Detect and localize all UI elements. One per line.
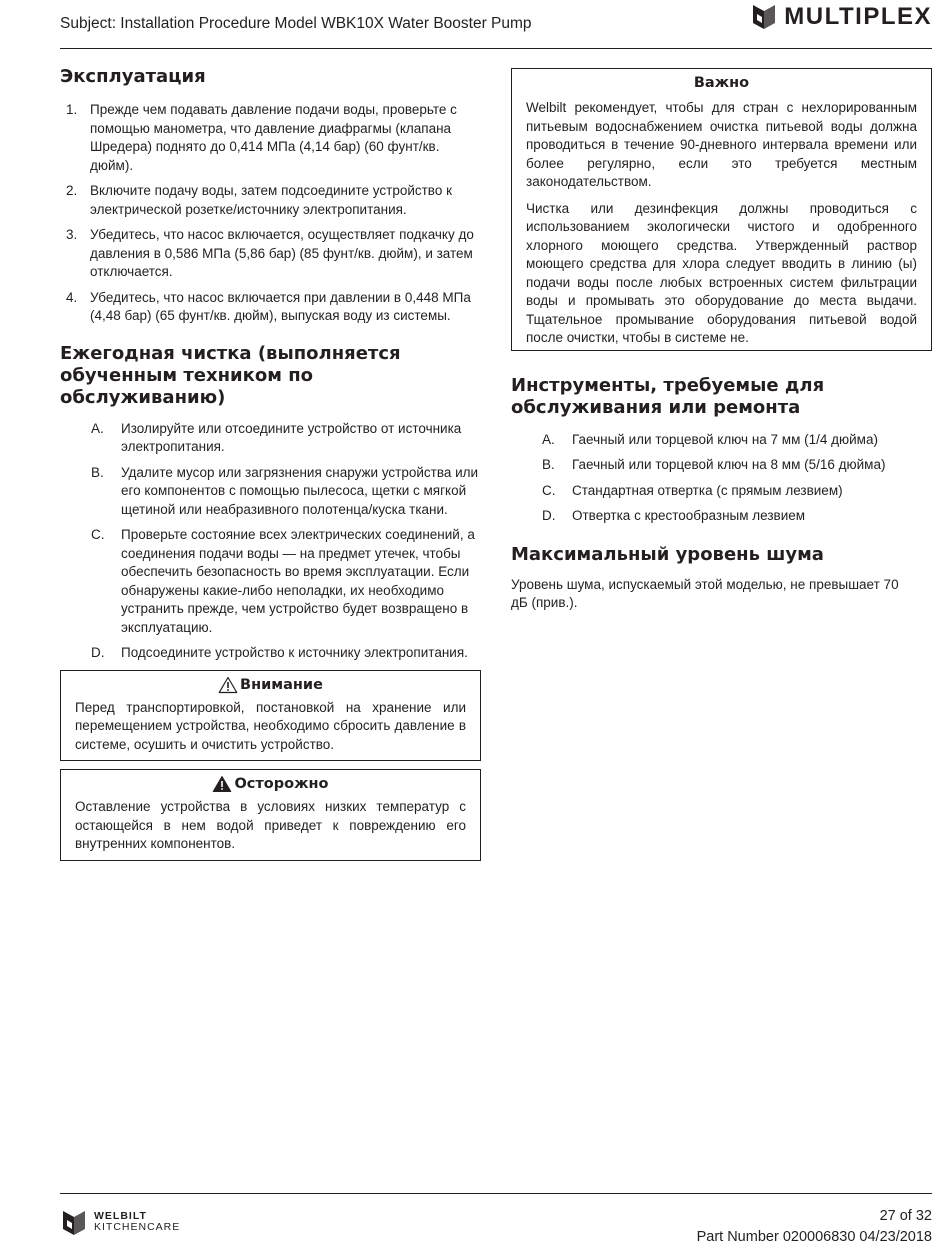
list-item [511,456,932,475]
tools-list [511,431,932,526]
step-text: Прежде чем подавать давление подачи воды, проверьте с помощью манометра, что давление диафрагмы (клапана Шредера) поднято до 0,414 МПа (4,14 бар) (60 фунт/кв. дюйм). [90,102,457,173]
step-letter: D. [91,645,105,660]
caution-text: Перед транспортировкой, постановкой на хранение или перемещением устройства, необходимо сбросить давление в системе, осушить и очистить устройство. [75,699,466,752]
caution-title-text: Внимание [240,676,323,693]
left-column [60,66,481,861]
footer-logo-line1: WELBILT [94,1210,147,1222]
page-number: 27 of 32 [879,1208,932,1224]
item-text: Стандартная отвертка (с прямым лезвием) [572,482,843,498]
operation-heading: Эксплуатация [60,66,206,87]
annual-cleaning-heading: Ежегодная чистка (выполняется обученным техником по обслуживанию) [60,342,401,408]
step-text: Удалите мусор или загрязнения снаружи устройства или его компонентов с помощью пылесоса, щетки с мягкой щетиной или неабразивного полотенца/куска ткани. [121,464,479,517]
step-number: 3. [66,227,78,242]
list-item [60,420,481,457]
step-text: Убедитесь, что насос включается при давлении в 0,448 МПа (4,48 бар) (65 фунт/кв. дюйм), выпуская воду из системы. [90,289,471,323]
list-item [60,101,481,175]
list-item [60,526,481,637]
annual-cleaning-steps [60,420,481,663]
step-letter: A. [91,420,104,436]
caution-box [60,670,481,762]
step-letter: C. [91,527,105,542]
important-box [511,68,932,351]
item-letter: B. [542,457,555,472]
page-header [60,0,932,49]
step-text: Подсоедините устройство к источнику электропитания. [121,645,468,660]
step-text: Включите подачу воды, затем подсоедините устройство к электрической розетке/источнику электропитания. [90,183,452,217]
brand-name: MULTIPLEX [784,3,932,30]
list-item [60,464,481,520]
list-item [511,507,932,526]
warning-triangle-icon [212,775,232,793]
item-letter: D. [542,508,556,523]
warning-title-text: Осторожно [234,776,329,792]
brand-logo [750,1,932,33]
step-text: Убедитесь, что насос включается, осуществляет подкачку до давления в 0,586 МПа (5,86 бар) (85 фунт/кв. дюйм), и затем отключается. [90,227,474,279]
right-column [511,68,932,613]
list-item [60,226,481,282]
important-paragraph-1: Welbilt рекомендует, чтобы для стран с нехлорированным питьевым водоснабжением очистка питьевой воды должна проводиться в течение 90-дневного интервала времени или более регулярно, если это требуется местным законодательством. [526,100,917,189]
step-number: 2. [66,183,78,198]
part-number: Part Number 020006830 04/23/2018 [696,1229,932,1245]
list-item [511,431,932,450]
warning-text: Оставление устройства в условиях низких температур с остающейся в нем водой приведет к повреждению его внутренних компонентов. [75,799,466,851]
document-subject: Subject: Installation Procedure Model WBK10X Water Booster Pump [60,15,532,32]
item-text: Гаечный или торцевой ключ на 8 мм (5/16 дюйма) [572,457,886,472]
item-text: Гаечный или торцевой ключ на 7 мм (1/4 дюйма) [572,431,878,447]
multiplex-mark-icon [750,2,778,32]
footer-logo-text [94,1211,180,1233]
footer-info [697,1206,932,1248]
item-letter: A. [542,431,555,447]
item-letter: C. [542,482,556,498]
step-text: Изолируйте или отсоедините устройство от источника электропитания. [121,420,462,454]
list-item [60,182,481,219]
caution-title [75,675,466,695]
warning-title [75,774,466,794]
step-text: Проверьте состояние всех электрических соединений, а соединения подачи воды — на предмет утечек, чтобы обеспечить безопасность во время эксплуатации. Если обнаружены какие-либо неполадки, их необходимо устранить прежде, чем устройство будет возвращено в эксплуатацию. [121,527,475,635]
step-number: 1. [66,102,78,117]
footer-logo-line2: KITCHENCARE [94,1221,181,1233]
important-paragraph-2: Чистка или дезинфекция должны проводиться с использованием экологически чистого и одобренного хлорного моющего средства. Утвержденный раствор моющего средства для хлора следует вводить в линию (ы) подачи воды после любых встроенных систем фильтрации воды и промывать это оборудование до места выдачи. Тщательное промывание оборудования питьевой водой после очистки, чтобы в системе не. [526,200,917,345]
list-item [60,644,481,663]
list-item [60,289,481,326]
welbilt-mark-icon [60,1207,88,1237]
step-letter: B. [91,464,104,480]
footer-divider [60,1193,932,1194]
step-number: 4. [66,289,78,305]
tools-heading: Инструменты, требуемые для обслуживания или ремонта [511,374,825,418]
noise-text: Уровень шума, испускаемый этой моделью, не превышает 70 дБ (прив.). [511,576,899,610]
caution-triangle-icon [218,676,238,694]
important-title: Важно [693,75,750,91]
list-item [511,482,932,501]
item-text: Отвертка с крестообразным лезвием [572,508,806,523]
operation-steps [60,101,481,326]
footer-logo [60,1207,180,1237]
warning-box [60,769,481,861]
noise-heading: Максимальный уровень шума [511,543,824,565]
